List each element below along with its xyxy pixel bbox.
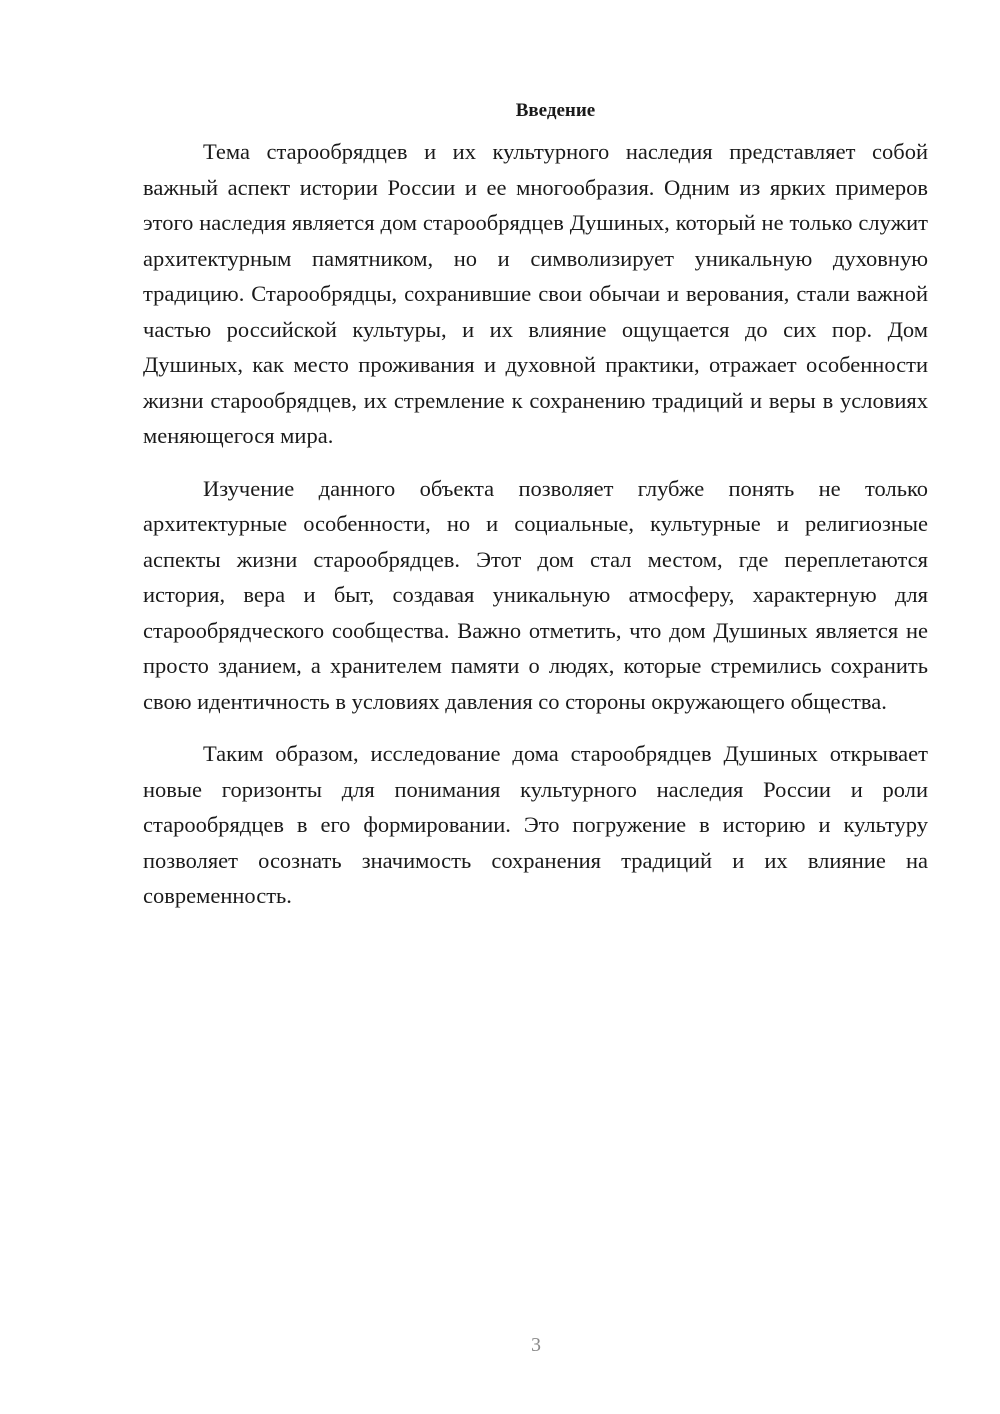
- paragraph-1: Тема старообрядцев и их культурного наследия представляет собой важный аспект истории России и ее многообразия. Одним из ярких примеров этого наследия является дом старообрядцев Душиных, который не только служит архитектурным памятником, но и символизирует уникальную духовную традицию. Старообрядцы, сохранившие свои обычаи и верования, стали важной частью российской культуры, и их влияние ощущается до сих пор. Дом Душиных, как место проживания и духовной практики, отражает особенности жизни старообрядцев, их стремление к сохранению традиций и веры в условиях меняющегося мира.: [143, 139, 928, 448]
- page-number: 3: [531, 1334, 541, 1356]
- section-title: Введение: [515, 100, 596, 121]
- paragraph-3: Таким образом, исследование дома старообрядцев Душиных открывает новые горизонты для понимания культурного наследия России и роли старообрядцев в его формировании. Это погружение в историю и культуру позволяет осознать значимость сохранения традиций и их влияние на современность.: [143, 741, 928, 908]
- paragraph-2: Изучение данного объекта позволяет глубже понять не только архитектурные особенности, но и социальные, культурные и религиозные аспекты жизни старообрядцев. Этот дом стал местом, где переплетаются история, вера и быт, создавая уникальную атмосферу, характерную для старообрядческого сообщества. Важно отметить, что дом Душиных является не просто зданием, а хранителем памяти о людях, которые стремились сохранить свою идентичность в условиях давления со стороны окружающего общества.: [143, 475, 928, 714]
- page-content: [143, 98, 928, 931]
